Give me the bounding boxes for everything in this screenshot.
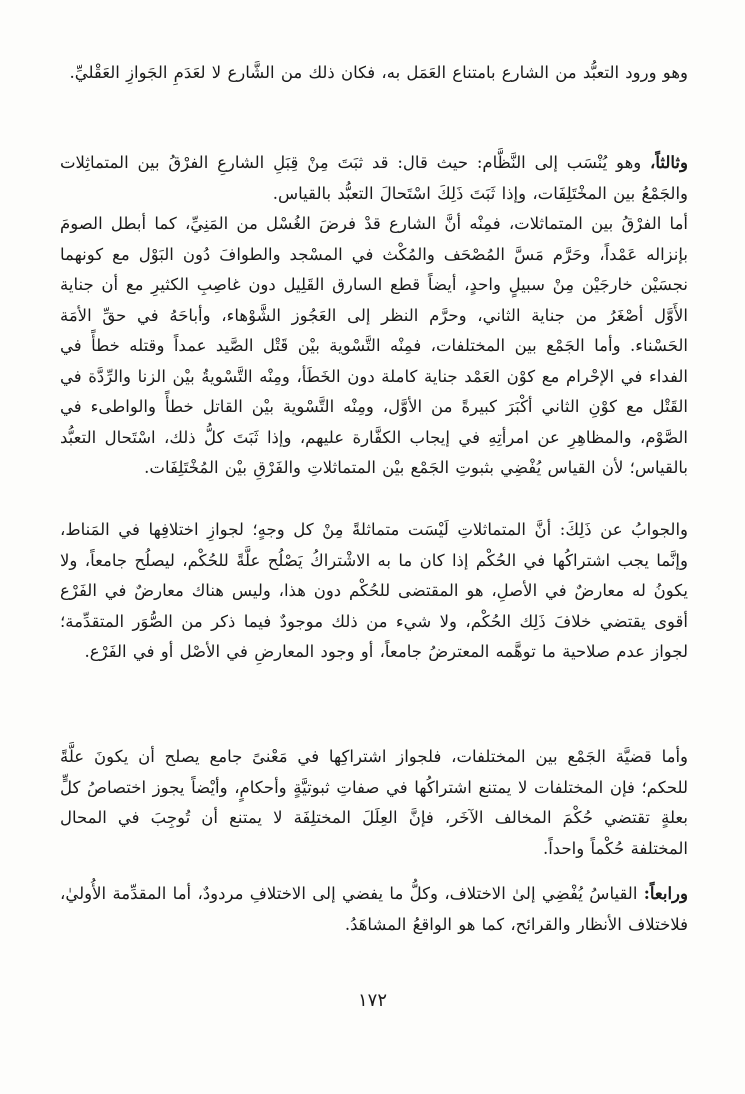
paragraph-text: وأما قضيَّة الجَمْع بين المختلفات، فلجواز اشتراكِها في مَعْنىً جامع يصلح أن يكونَ علَّةً للحكم؛ فإن المختلفات لا يمتنع اشتراكُها في صفاتِ ثبوتيَّةٍ وأحكامٍ، وأيْضاً يجوز اختصاصُ كلٍّ بعلةٍ تقتضي حُكْمَ المخالف الآخَر، فإنَّ العِلَلَ المختلِفَة لا يمتنع أن تُوجِبَ في المحال المختلفة حُكْماً واحداً.	[60, 747, 688, 858]
paragraph-continuation	[60, 58, 688, 89]
page-number: ١٧٢	[357, 990, 387, 1011]
paragraph-third-objection	[60, 148, 688, 209]
paragraph-text: والجوابُ عن ذَلِكَ: أنَّ المتماثلاتِ لَيْسَت متماثلةً مِنْ كل وجهٍ؛ لجوازِ اختلافِها في المَناط، وإنَّما يجب اشتراكُها في الحُكْم إذا كان ما به الاشْتراكُ يَصْلُح علَّةً للحُكْم، ليصلُح جامعاً، ولا يكونُ له معارضٌ في الأصلِ، هو المقتضى للحُكْم دون هذا، وليس هناك معارضٌ في الفَرْع أقوى يقتضي خلافَ ذَلِك الحُكْم، ولا شيء من ذلك موجودٌ فيما ذكر من الصُّوَر المتقدِّمة؛ لجواز عدم صلاحية ما توهَّمه المعترضُ جامعاً، أو وجود المعارضِ في الأصْل أو في الفَرْع.	[60, 520, 688, 661]
paragraph-lead: ورابعاً:	[643, 884, 688, 903]
paragraph-differences-examples	[60, 209, 688, 484]
paragraph-text: وهو يُنْسَب إلى النَّظَّام: حيث قال: قد ثبَتَ مِنْ قِبَلِ الشارعِ الفرْقُ بين المتماثِلات والجَمْعُ بين المخْتَلِفَات، وإذا ثَبَتَ ذَلِكَ اسْتَحالَ التعبُّد بالقياس.	[60, 153, 688, 203]
paragraph-text: أما الفرْقُ بين المتماثلات، فمِنْه أنَّ الشارع قدْ فرضَ الغُسْل من المَنِيِّ، كما أبطل الصومَ بإنزاله عَمْداً، وحَرَّم مَسَّ المُصْحَف والمُكْث في المسْجد والطوافَ دُون البَوْل مع كونهما نجسَيْن خارجَيْن مِنْ سبيلٍ واحدٍ، أيضاً قطع السارق القَلِيل دون غاصِبِ الكثيرِ مع أن جناية الأَوَّل أصْغَرُ من جناية الثاني، وحرَّم النظر إلى العَجُوز الشَّوْهاء، وأباحَهُ في حقِّ الأمَة الحَسْناء. وأما الجَمْع بين المختلفات، فمِنْه التَّسْوية بيْن قَتْل الصَّيد عمداً وقتله خطأً في الفداء في الإحْرام مع كوْن العَمْد جناية كاملة دون الخَطَأ، ومِنْه التَّسْويةُ بيْن الزنا والرِّدَّة في القَتْل مع كوْنِ الثاني أكْبَرَ كبيرةً من الأوَّل، ومِنْه التَّسْوية بيْن القاتل خطأً والواطىء في الصَّوْم، والمظاهِرِ عن امرأتِهِ في إيجاب الكفَّارة عليهم، وإذا ثَبَتَ كلُّ ذلك، اسْتَحال التعبُّد بالقياس؛ لأن القياس يُفْضِي بثبوتِ الجَمْع بيْن المتماثلاتِ والفَرْقِ بيْن المُخْتَلِفَات.	[60, 214, 688, 477]
paragraph-text: القياسُ يُفْضِي إلىٰ الاختلاف، وكلُّ ما يفضي إلى الاختلافِ مردودٌ، أما المقدِّمة الأُوليٰ، فلاختلاف الأنظار والقرائح، كما هو الواقعُ المشاهَدُ.	[60, 884, 688, 934]
paragraph-answer	[60, 515, 688, 668]
paragraph-text: وهو ورود التعبُّد من الشارع بامتناع العَمَل به، فكان ذلك من الشَّارع لا لعَدَمِ الجَوازِ العَقْليِّ.	[69, 63, 688, 82]
paragraph-fourth-objection	[60, 879, 688, 940]
paragraph-combining-differents	[60, 742, 688, 864]
paragraph-lead: وثالثاً،	[650, 153, 688, 172]
